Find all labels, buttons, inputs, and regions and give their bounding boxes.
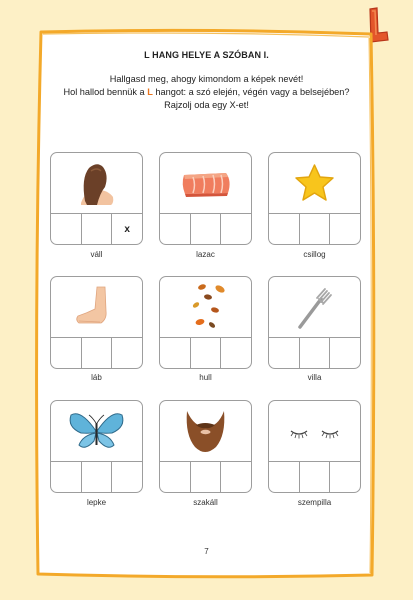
cell-middle[interactable]	[82, 338, 113, 369]
cell-end[interactable]	[221, 462, 251, 493]
instruction-line-2: Hol hallod bennük a L hangot: a szó elején, végén vagy a belsejében?	[63, 87, 350, 97]
cell-end[interactable]	[112, 338, 142, 369]
word-label: láb	[91, 373, 102, 382]
letter-position-cells	[51, 337, 142, 369]
picture-card-csillog	[268, 152, 361, 245]
picture-card-vall	[50, 152, 143, 245]
cell-start[interactable]	[51, 462, 82, 493]
word-label: váll	[90, 250, 103, 259]
picture-card-szakall	[159, 400, 252, 493]
cell-middle[interactable]	[191, 214, 222, 245]
word-label: lepke	[86, 498, 107, 507]
letter-position-cells	[269, 461, 360, 493]
picture-card-lazac	[159, 152, 252, 245]
shoulder-icon	[51, 153, 142, 213]
cell-end[interactable]	[330, 462, 360, 493]
cell-middle[interactable]	[300, 338, 331, 369]
picture-card-szempilla	[268, 400, 361, 493]
word-label: szempilla	[297, 498, 332, 507]
cell-end[interactable]	[221, 214, 251, 245]
picture-card-villa	[268, 276, 361, 369]
cell-middle[interactable]	[300, 214, 331, 245]
highlighted-letter: L	[147, 87, 153, 97]
letter-position-cells	[51, 213, 142, 245]
cell-start[interactable]	[269, 214, 300, 245]
cell-middle[interactable]	[191, 462, 222, 493]
letter-position-cells	[269, 337, 360, 369]
word-label: hull	[199, 373, 212, 382]
salmon-icon	[160, 153, 251, 213]
cell-start[interactable]	[269, 462, 300, 493]
instruction-line-3: Rajzolj oda egy X-et!	[164, 100, 249, 110]
picture-card-hull	[159, 276, 252, 369]
cell-end[interactable]	[330, 338, 360, 369]
letter-position-cells	[160, 337, 251, 369]
page-number: 7	[204, 547, 209, 556]
fork-icon	[269, 277, 360, 337]
butterfly-icon	[51, 401, 142, 461]
cell-end[interactable]	[112, 462, 142, 493]
cell-middle[interactable]	[82, 462, 113, 493]
word-label: szakáll	[193, 498, 218, 507]
word-label: csillog	[303, 250, 326, 259]
cell-start[interactable]	[160, 462, 191, 493]
page-title: L HANG HELYE A SZÓBAN I.	[144, 50, 269, 60]
beard-icon	[160, 401, 251, 461]
picture-card-lepke	[50, 400, 143, 493]
cell-end[interactable]	[330, 214, 360, 245]
cell-middle[interactable]	[82, 214, 113, 245]
letter-position-cells	[160, 461, 251, 493]
cell-start[interactable]	[160, 214, 191, 245]
star-icon	[269, 153, 360, 213]
cell-start[interactable]	[51, 214, 82, 245]
cell-end[interactable]	[221, 338, 251, 369]
falling-leaves-icon	[160, 277, 251, 337]
cell-start[interactable]	[269, 338, 300, 369]
picture-card-lab	[50, 276, 143, 369]
cell-middle[interactable]	[191, 338, 222, 369]
letter-position-cells	[160, 213, 251, 245]
eyelashes-icon	[269, 401, 360, 461]
foot-icon	[51, 277, 142, 337]
word-label: villa	[307, 373, 322, 382]
cell-middle[interactable]	[300, 462, 331, 493]
letter-position-cells	[269, 213, 360, 245]
cell-end[interactable]: x	[124, 224, 130, 235]
cell-start[interactable]	[160, 338, 191, 369]
letter-position-cells	[51, 461, 142, 493]
cell-start[interactable]	[51, 338, 82, 369]
instruction-line-1: Hallgasd meg, ahogy kimondom a képek nevét!	[109, 74, 304, 84]
word-label: lazac	[196, 250, 215, 259]
